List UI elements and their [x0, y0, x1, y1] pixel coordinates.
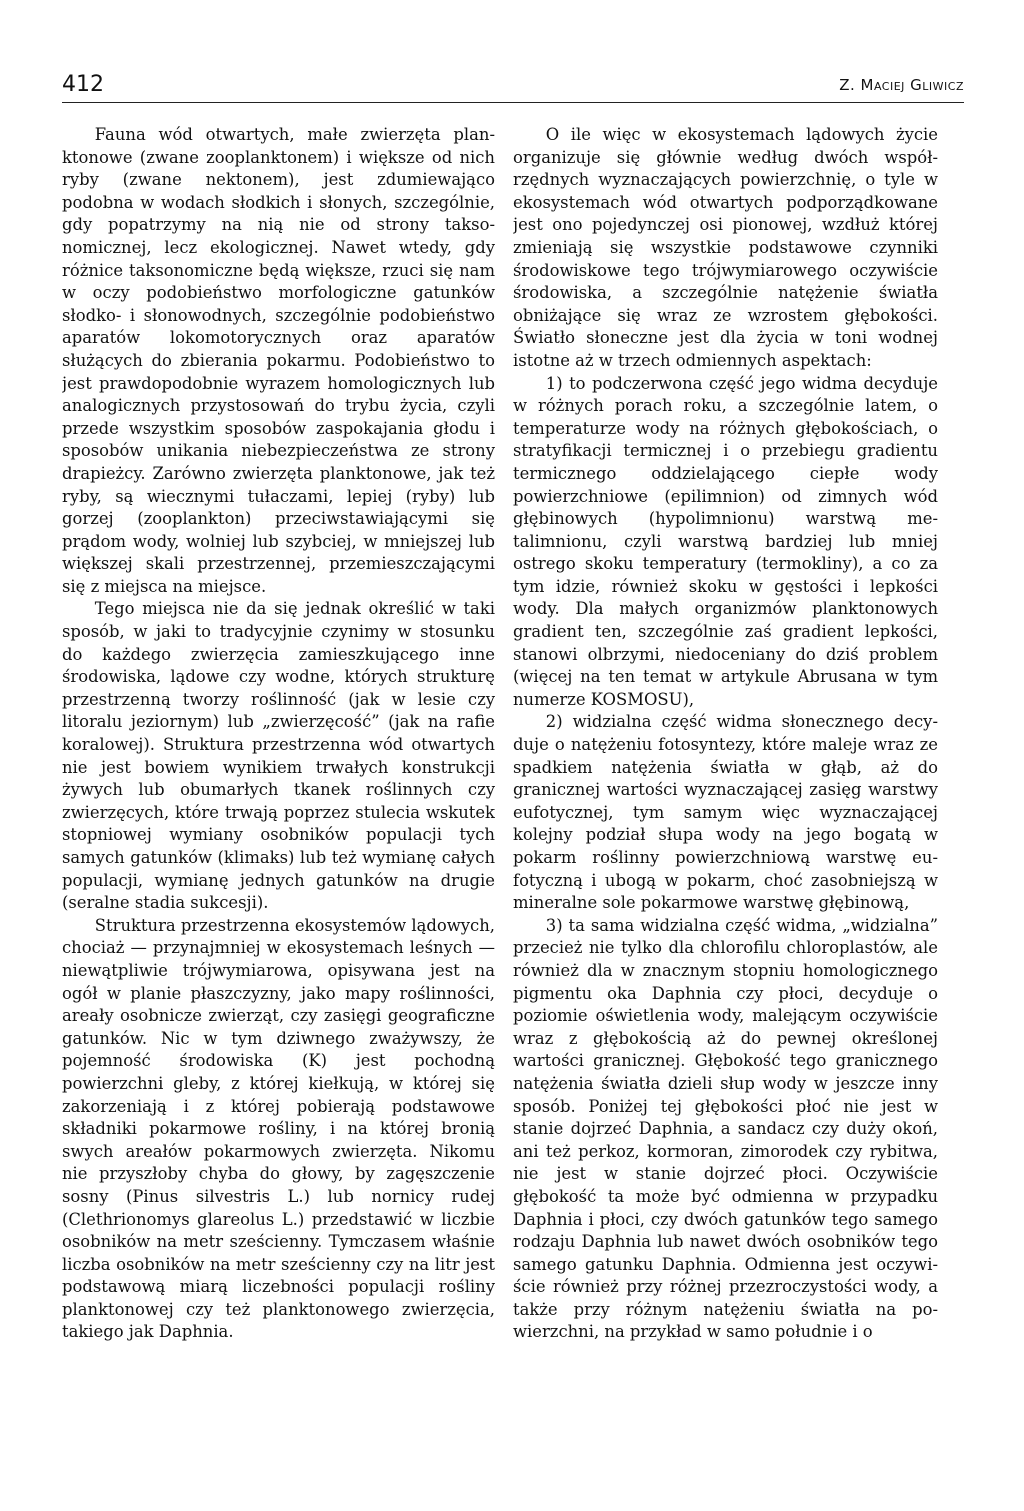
page-header — [62, 72, 964, 104]
left-paragraph-3: Struktura przestrzenna ekosystemów lądowych, chociaż — przynajmniej w ekosystemach leśnych — niewątpliwie trójwymiarowa, opisywana jest na ogół w planie płaszczyzny, jako mapy roślinności, areały osobnicze zwierząt, czy zasięgi geograficzne gatunków. Nic w tym dziwnego zważywszy, że pojemność środowiska (K) jest pochodną powierzchni gleby, z której kiełkują, w której się zakorzeniają i z której pobierają podstawowe składniki pokarmowe rośliny, i na której bronią swych areałów pokarmowych zwierzęta. Nikomu nie przyszłoby chyba do głowy, by zagęszczenie sosny (Pinus silvestris L.) lub nornicy rudej (Clethrionomys glareolus L.) przedstawić w liczbie osobników na metr sześcienny. Tymczasem właśnie liczba osobników na metr sześcienny czy na litr jest podstawową miarą liczebności populacji rośliny planktonowej czy też planktonowego zwierzęcia, takiego jak Daphnia. — [62, 915, 495, 1342]
list-item-2: 2) widzialna część widma słonecznego decyduje o natężeniu fotosyntezy, które maleje wraz ze spadkiem natężenia światła w głąb, aż do granicznej wartości wyznaczającej zasięg warstwy eufotycznej, tym samym więc wyznaczającej kolejny podział słupa wody na jego bogatą w pokarm roślinny powierzchniową warstwę eufotyczną i ubogą w pokarm, choć zasobniejszą w mineralne sole pokarmowe warstwę głębinową, — [513, 712, 938, 913]
right-paragraph-1: O ile więc w ekosystemach lądowych życie organizuje się głównie według dwóch współrzędnych wyznaczających powierzchnię, o tyle w ekosystemach wód otwartych podporządkowane jest ono pojedynczej osi pionowej, wzdłuż której zmieniają się wszystkie podstawowe czynniki środowiskowe tego trójwymiarowego oczywiście środowiska, a szczególnie natężenie światła obniżające się wraz ze wzrostem głębokości. Światło słoneczne jest dla życia w toni wodnej istotne aż w trzech odmiennych aspektach: — [513, 125, 938, 370]
left-paragraph-2: Tego miejsca nie da się jednak określić w taki sposób, w jaki to tradycyjnie czynimy w stosunku do każdego zwierzęcia zamieszkującego inne środowiska, lądowe czy wodne, których strukturę przestrzenną tworzy roślinność (jak w lesie czy litoralu jeziornym) lub „zwierzęcość” (jak na rafie koralowej). Struktura przestrzenna wód otwartych nie jest bowiem wynikiem trwałych konstrukcji żywych lub obumarłych tkanek roślinnych czy zwierzęcych, które trwają poprzez stulecia wskutek stopniowej wymiany osobników populacji tych samych gatunków (klimaks) lub też wymianę całych populacji, wymianę jednych gatunków na drugie (seralne stadia sukcesji). — [62, 599, 495, 913]
page-number: 412 — [62, 72, 104, 97]
running-head-author — [839, 76, 964, 94]
left-column — [62, 124, 495, 1414]
list-item-3: 3) ta sama widzialna część widma, „widzialna” przecież nie tylko dla chlorofilu chloroplastów, ale również dla w znacznym stopniu homologicznego pigmentu oka Daphnia czy płoci, decyduje o poziomie oświetlenia wody, malejącym oczywiście wraz z głębokością aż do pewnej określonej wartości granicznej. Głębokość tego granicznego natężenia światła dzieli słup wody w jeszcze inny sposób. Poniżej tej głębokości płoć nie jest w stanie dojrzeć Daphnia, a sandacz czy duży okoń, ani też perkoz, kormoran, zimorodek czy rybitwa, nie jest w stanie dojrzeć płoci. Oczywiście głębokość ta może być odmienna w przypadku Daphnia i płoci, czy dwóch gatunków tego samego rodzaju Daphnia lub nawet dwóch osobników tego samego gatunku Daphnia. Odmienna jest oczywiście również przy różnej przezroczystości wody, a także przy różnym natężeniu światła na powierzchni, na przykład w samo południe i o — [513, 915, 938, 1342]
list-item-1: 1) to podczerwona część jego widma decyduje w różnych porach roku, a szczególnie latem, o temperaturze wody na różnych głębokościach, o stratyfikacji termicznej i o przebiegu gradientu termicznego oddzielającego ciepłe wody powierzchniowe (epilimnion) od zimnych wód głębinowych (hypolimnionu) warstwą metalimnionu, czyli warstwą bardziej lub mniej ostrego skoku temperatury (termokliny), a co za tym idzie, również skoku w gęstości i lepkości wody. Dla małych organizmów planktonowych gradient ten, szczególnie zaś gradient lepkości, stanowi olbrzymi, niedoceniany do dziś problem (więcej na ten temat w artykule Abrusana w tym numerze KOSMOSU), — [513, 373, 938, 709]
running-head-initial: Z. — [839, 76, 861, 94]
right-column — [513, 124, 938, 1414]
running-head-name: Maciej Gliwicz — [860, 76, 964, 94]
header-rule — [62, 102, 964, 103]
left-paragraph-1: Fauna wód otwartych, małe zwierzęta planktonowe (zwane zooplanktonem) i większe od nich ryby (zwane nektonem), jest zdumiewająco podobna w wodach słodkich i słonych, szczególnie, gdy popatrzymy na nią nie od strony taksonomicznej, lecz ekologicznej. Nawet wtedy, gdy różnice taksonomiczne będą większe, rzuci się nam w oczy podobieństwo morfologiczne gatunków słodko- i słonowodnych, szczególnie podobieństwo aparatów lokomotorycznych oraz aparatów służących do zbierania pokarmu. Podobieństwo to jest prawdopodobnie wyrazem homologicznych lub analogicznych przystosowań do trybu życia, czyli przede wszystkim sposobów zaspokajania głodu i sposobów unikania niebezpieczeństwa ze strony drapieżcy. Zarówno zwierzęta planktonowe, jak też ryby, są wiecznymi tułaczami, lepiej (ryby) lub gorzej (zooplankton) przeciwstawiającymi się prądom wody, wolniej lub szybciej, w mniejszej lub większej skali przestrzennej, przemieszczającymi się z miejsca na miejsce. — [62, 125, 495, 596]
